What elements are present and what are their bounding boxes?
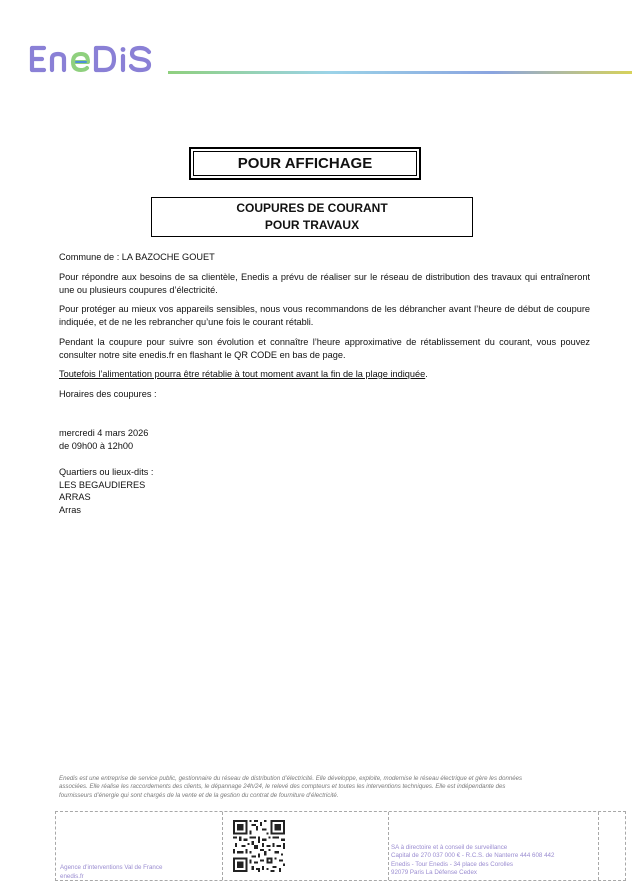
horaires-label: Horaires des coupures : (59, 389, 157, 399)
agency-name: Agence d’interventions Val de France (60, 864, 163, 871)
page-title: POUR AFFICHAGE (193, 151, 417, 176)
footer-divider (598, 812, 599, 880)
footer-divider (388, 812, 389, 880)
restore-warning: Toutefois l’alimentation pourra être rétablie à tout moment avant la fin de la plage indiquée (59, 369, 426, 379)
header-gradient-line (168, 71, 632, 74)
commune-line: Commune de : LA BAZOCHE GOUET (59, 252, 215, 262)
company-info: SA à directoire et à conseil de surveillance Capital de 270 037 000 € - R.C.S. de Nanterre 444 608 442 Enedis - Tour Enedis - 34 place des Corolles 92079 Paris La Défense Cedex (391, 844, 555, 877)
agency-site: enedis.fr (60, 872, 84, 880)
footer-box (55, 811, 626, 881)
paragraph-3: Pendant la coupure pour suivre son évolution et connaître l’heure approximative de rétablissement du courant, vous pouvez consulter notre site enedis.fr en flashant le QR CODE en bas de page. (59, 337, 590, 360)
place-item: ARRAS (59, 492, 91, 503)
enedis-logo (28, 44, 164, 74)
title-box (189, 147, 421, 180)
paragraph-4: Toutefois l’alimentation pourra être rétablie à tout moment avant la fin de la plage indiquée. (59, 369, 428, 379)
place-item: LES BEGAUDIERES (59, 479, 146, 490)
place-item: Arras (59, 504, 81, 515)
quartiers-label: Quartiers ou lieux-dits : (59, 467, 154, 477)
qr-code[interactable] (233, 820, 285, 872)
subtitle-line-1: COUPURES DE COURANT (236, 201, 388, 215)
paragraph-1: Pour répondre aux besoins de sa clientèle, Enedis a prévu de réaliser sur le réseau de distribution des travaux qui entraîneront une ou plusieurs coupures d’électricité. (59, 272, 590, 295)
subtitle-line-2: POUR TRAVAUX (264, 218, 360, 232)
schedule-date: mercredi 4 mars 2026 (59, 428, 149, 438)
footer-divider (222, 812, 223, 880)
schedule-time: de 09h00 à 12h00 (59, 440, 134, 451)
footer-legal-text: Enedis est une entreprise de service public, gestionnaire du réseau de distribution d’électricité. Elle développe, exploite, modernise le réseau électrique et gère les données associées. Elle réalise les raccordements des clients, le dépannage 24h/24, le relevé des compteurs et toutes les interventions techniques. Elle est indépendante des fournisseurs d’énergie qui sont chargés de la vente et de la gestion du contrat de fourniture d’électricité. (59, 775, 523, 799)
places-list (59, 466, 590, 516)
agency-info (60, 864, 162, 881)
subtitle-box (151, 197, 473, 237)
schedule (59, 427, 590, 452)
paragraph-2: Pour protéger au mieux vos appareils sensibles, nous vous recommandons de les débrancher avant l’heure de début de coupure indiquée, et de ne les rebrancher qu’une fois le courant rétabli. (59, 304, 590, 327)
